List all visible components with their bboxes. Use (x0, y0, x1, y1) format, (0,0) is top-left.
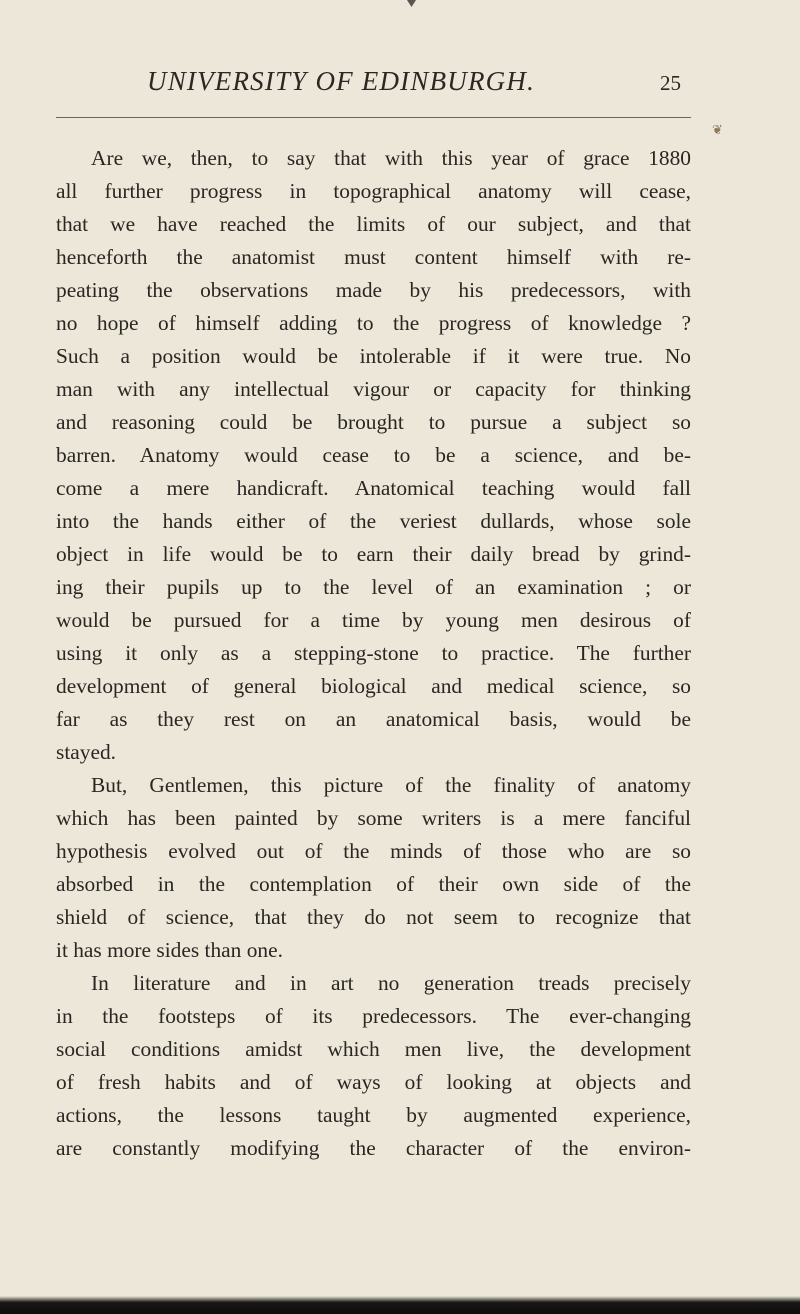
paragraph-line: all further progress in topographical anatomy will cease, (56, 179, 691, 203)
paragraph-line: are constantly modifying the character of the environ- (56, 1136, 691, 1160)
paragraph-line: come a mere handicraft. Anatomical teaching would fall (56, 476, 691, 500)
page-number: 25 (660, 71, 681, 95)
paragraph-line: no hope of himself adding to the progress of knowledge ? (56, 311, 691, 335)
paragraph-line: man with any intellectual vigour or capacity for thinking (56, 377, 691, 401)
running-title: UNIVERSITY OF EDINBURGH. (147, 66, 536, 96)
paragraph-line: development of general biological and medical science, so (56, 674, 691, 698)
paragraph-line: that we have reached the limits of our subject, and that (56, 212, 691, 236)
header-rule (56, 117, 691, 118)
paragraph-line: stayed. (56, 740, 116, 764)
paragraph-line: shield of science, that they do not seem to recognize that (56, 905, 691, 929)
paragraph-line: which has been painted by some writers is a mere fanciful (56, 806, 691, 830)
paragraph-line: But, Gentlemen, this picture of the finality of anatomy (91, 773, 691, 797)
paragraph-line: object in life would be to earn their daily bread by grind- (56, 542, 691, 566)
paragraph-line: and reasoning could be brought to pursue a subject so (56, 410, 691, 434)
paragraph-line: it has more sides than one. (56, 938, 283, 962)
paragraph-line: peating the observations made by his predecessors, with (56, 278, 691, 302)
paragraph-line: absorbed in the contemplation of their own side of the (56, 872, 691, 896)
paragraph-line: In literature and in art no generation treads precisely (91, 971, 691, 995)
paragraph-line: in the footsteps of its predecessors. The ever-changing (56, 1004, 691, 1028)
page-header (0, 66, 800, 106)
paragraph-line: barren. Anatomy would cease to be a science, and be- (56, 443, 691, 467)
paragraph-line: actions, the lessons taught by augmented experience, (56, 1103, 691, 1127)
printer-mark (407, 0, 416, 7)
paragraph-line: Are we, then, to say that with this year of grace 1880 (91, 146, 691, 170)
paragraph-line: Such a position would be intolerable if it were true. No (56, 344, 691, 368)
paragraph-line: social conditions amidst which men live, the development (56, 1037, 691, 1061)
paragraph-line: hypothesis evolved out of the minds of those who are so (56, 839, 691, 863)
scan-edge (0, 1296, 800, 1314)
paragraph-line: into the hands either of the veriest dullards, whose sole (56, 509, 691, 533)
paragraph-line: of fresh habits and of ways of looking at objects and (56, 1070, 691, 1094)
paragraph-line: far as they rest on an anatomical basis, would be (56, 707, 691, 731)
margin-speck-icon: ❦ (712, 122, 723, 137)
paragraph-line: would be pursued for a time by young men desirous of (56, 608, 691, 632)
paragraph-line: using it only as a stepping-stone to practice. The further (56, 641, 691, 665)
paragraph-line: henceforth the anatomist must content himself with re- (56, 245, 691, 269)
paragraph-line: ing their pupils up to the level of an examination ; or (56, 575, 691, 599)
